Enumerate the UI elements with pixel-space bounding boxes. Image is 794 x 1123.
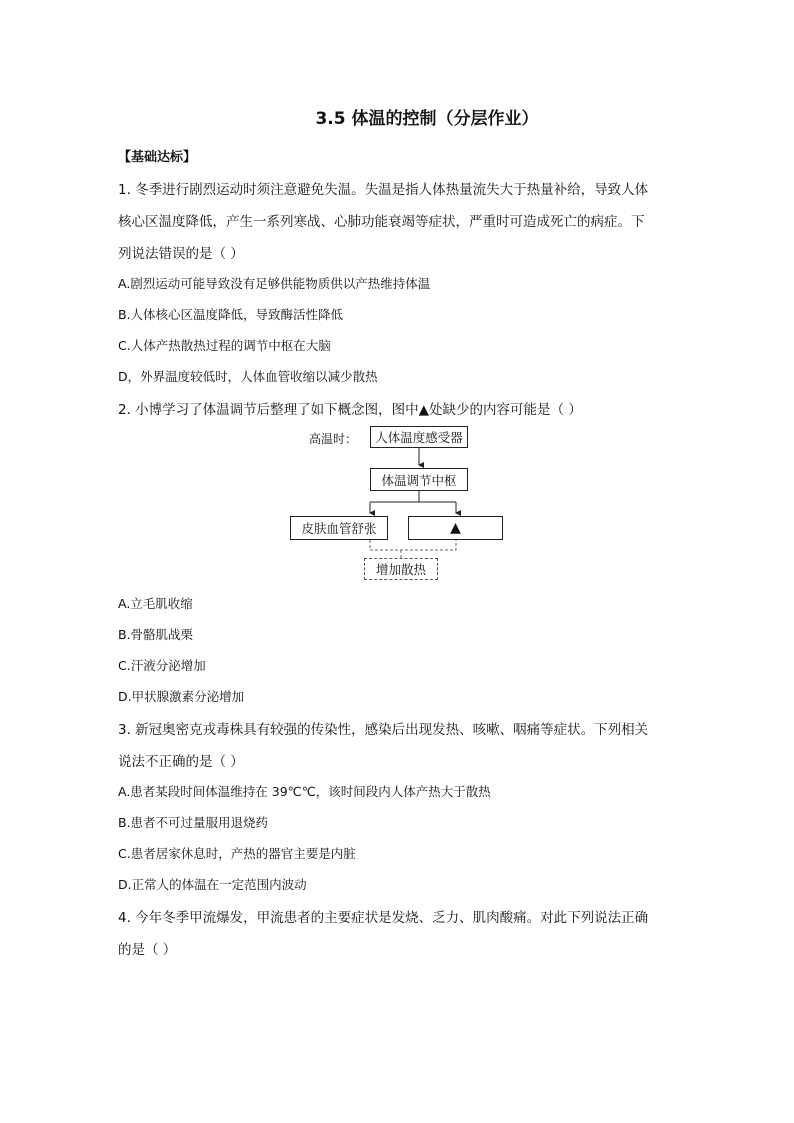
q1-line-1: 1. 冬季进行剧烈运动时须注意避免失温。失温是指人体热量流失大于热量补给，导致人体 [118, 182, 649, 198]
q1-option-b: B.人体核心区温度降低，导致酶活性降低 [118, 307, 344, 322]
q1-option-c: C.人体产热散热过程的调节中枢在大脑 [118, 338, 331, 353]
q3-option-a: A.患者某段时间体温维持在 39℃℃，该时间段内人体产热大于散热 [118, 784, 491, 799]
diagram-box-missing: ▲ [408, 516, 503, 540]
q2-line-1: 2. 小博学习了体温调节后整理了如下概念图，图中▲处缺少的内容可能是（ ） [118, 402, 582, 418]
q2-option-b: B.骨骼肌战栗 [118, 627, 194, 642]
q3-option-b: B.患者不可过量服用退烧药 [118, 815, 269, 830]
section-heading: 【基础达标】 [118, 150, 197, 165]
q3-line-2: 说法不正确的是（ ） [118, 754, 244, 770]
q2-option-a: A.立毛肌收缩 [118, 596, 193, 611]
diagram-box-center: 体温调节中枢 [370, 468, 468, 491]
q4-line-1: 4. 今年冬季甲流爆发，甲流患者的主要症状是发烧、乏力、肌肉酸痛。对此下列说法正确 [118, 910, 649, 926]
diagram-box-sensor: 人体温度感受器 [370, 426, 468, 448]
q3-line-1: 3. 新冠奥密克戎毒株具有较强的传染性，感染后出现发热、咳嗽、咽痛等症状。下列相关 [118, 722, 649, 738]
q1-line-3: 列说法错误的是（ ） [118, 246, 244, 262]
page-title: 3.5 体温的控制（分层作业） [315, 109, 539, 129]
q3-option-d: D.正常人的体温在一定范围内波动 [118, 877, 307, 892]
q4-line-2: 的是（ ） [118, 942, 177, 958]
q2-option-d: D.甲状腺激素分泌增加 [118, 689, 245, 704]
q3-option-c: C.患者居家休息时，产热的器官主要是内脏 [118, 846, 356, 861]
dashed-merge [370, 540, 456, 550]
q1-option-a: A.剧烈运动可能导致没有足够供能物质供以产热维持体温 [118, 276, 431, 291]
q2-option-c: C.汗液分泌增加 [118, 658, 206, 673]
diagram-box-heat-loss: 增加散热 [364, 558, 438, 580]
q1-option-d: D，外界温度较低时，人体血管收缩以减少散热 [118, 369, 378, 384]
diagram-label: 高温时： [309, 432, 358, 446]
diagram-box-vasodilation: 皮肤血管舒张 [290, 516, 388, 540]
q1-line-2: 核心区温度降低，产生一系列寒战、心肺功能衰竭等症状，严重时可造成死亡的病症。下 [118, 214, 645, 230]
